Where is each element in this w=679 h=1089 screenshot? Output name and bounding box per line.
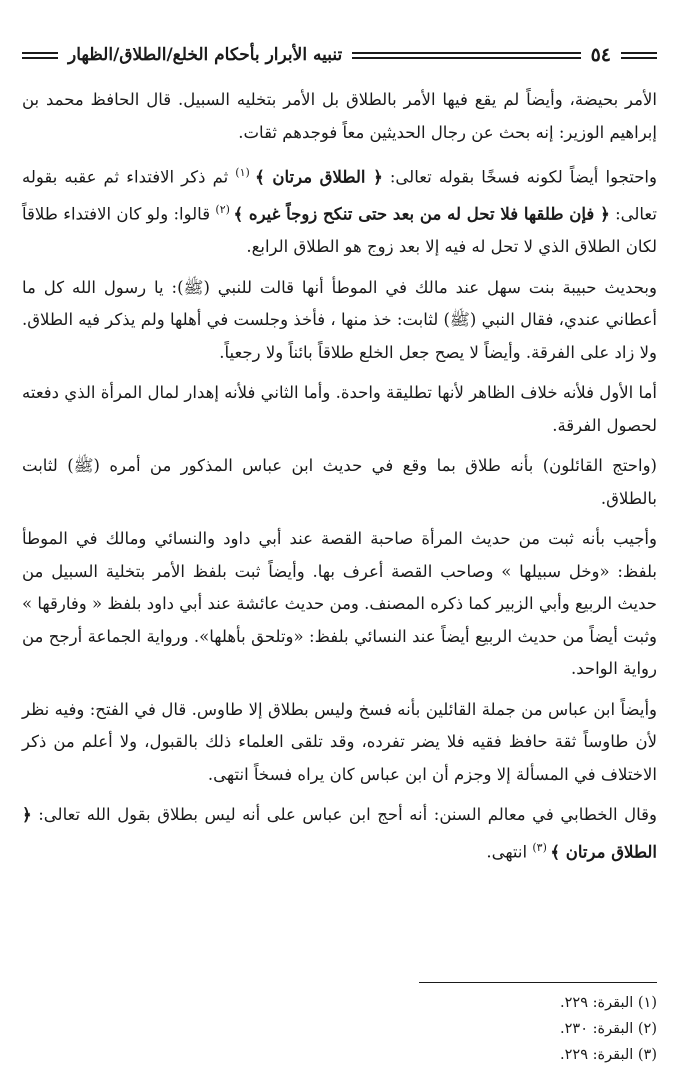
footnote-2: (٢) البقرة: ٢٣٠. xyxy=(560,1021,657,1037)
footnote-divider xyxy=(419,982,657,983)
footnote-ref: (٣) xyxy=(532,840,551,854)
page-number: ٥٤ xyxy=(590,44,611,66)
text-run: وأجيب بأنه ثبت من حديث المرأة صاحبة القصة عند أبي داود والنسائي ومالك في الموطأ بلفظ: «وخل سبيلها » وصاحب القصة أعرف بها. وأيضاً ثبت بلفظ الأمر بتخلية السبيل من حديث الربيع وأبي الزبير كما ذكره المصنف. ومن حديث عائشة عند أبي داود بلفظ « وفارقها » وثبت أيضاً من حديث الربيع أيضاً عند النسائي بلفظ: «وتلحق بأهلها». ورواية الجماعة أرجح من رواية الواحد. xyxy=(22,529,657,678)
paragraph xyxy=(22,799,657,869)
header-rule-left xyxy=(22,52,58,59)
paragraph xyxy=(22,157,657,264)
text-run: ثم ذكر الافتداء ثم عقبه بقوله تعالى: xyxy=(22,167,657,224)
text-run: (واحتج القائلون) بأنه طلاق بما وقع في حديث ابن عباس المذكور من أمره (ﷺ) لثابت بالطلاق. xyxy=(22,456,657,508)
paragraph xyxy=(22,694,657,792)
paragraph xyxy=(22,450,657,515)
header-rule-middle xyxy=(352,52,580,59)
text-run: أما الأول فلأنه خلاف الظاهر لأنها تطليقة واحدة. وأما الثاني فلأنه إهدار لمال المرأة الذي دفعته لحصول الفرقة. xyxy=(22,383,657,435)
paragraph xyxy=(22,377,657,442)
running-title: تنبيه الأبرار بأحكام الخلع/الطلاق/الظهار xyxy=(68,45,343,65)
text-run: وأيضاً ابن عباس من جملة القائلين بأنه فسخ وليس بطلاق إلا طاوس. قال في الفتح: وفيه نظر لأن طاوساً ثقة حافظ فقيه فلا يضر تفرده، وقد تلقى العلماء ذلك بالقبول، ولا أعلم من ذكر الاختلاف في المسألة إلا وجزم أن ابن عباس كان يراه فسخاً انتهى. xyxy=(22,699,657,784)
header-rule-right xyxy=(621,52,657,59)
footnotes xyxy=(22,990,657,1068)
footnote-ref: (٢) xyxy=(215,203,234,216)
paragraph xyxy=(22,523,657,686)
text-run: وبحديث حبيبة بنت سهل عند مالك في الموطأ أنها قالت للنبي (ﷺ): يا رسول الله كل ما أعطاني عندي، فقال النبي (ﷺ) لثابت: خذ منها ، فأخذ وجلست في أهلها ولم يذكر فيه الطلاق. ولا زاد على الفرقة. وأيضاً لا يصح جعل الخلع طلاقاً بائناً ولا رجعياً. xyxy=(22,277,657,362)
text-run: واحتجوا أيضاً لكونه فسخًا بقوله تعالى: xyxy=(382,167,657,187)
page-header xyxy=(22,38,657,72)
footnote-1: (١) البقرة: ٢٢٩. xyxy=(560,995,657,1011)
quran-verse: ﴿ فإن طلقها فلا تحل له من بعد حتى تنكح زوجاً غيره ﴾ xyxy=(233,204,610,224)
body-text xyxy=(22,84,657,877)
footnote-3: (٣) البقرة: ٢٢٩. xyxy=(560,1047,657,1063)
text-run: وقال الخطابي في معالم السنن: أنه أحج ابن عباس على أنه ليس بطلاق بقول الله تعالى: xyxy=(31,805,657,824)
paragraph xyxy=(22,84,657,149)
footnote-ref: (١) xyxy=(235,166,256,179)
quran-verse: ﴿ الطلاق مرتان ﴾ xyxy=(255,167,383,187)
text-run: انتهى. xyxy=(486,842,533,861)
text-run: الأمر بحيضة، وأيضاً لم يقع فيها الأمر بالطلاق بل الأمر بتخليه السبيل. قال الحافظ محمد بن إبراهيم الوزير: إنه بحث عن رجال الحديثين معاً فوجدهم ثقات. xyxy=(22,90,657,142)
paragraph xyxy=(22,272,657,370)
text-run: قالوا: ولو كان الافتداء طلاقاً لكان الطلاق الذي لا تحل له فيه إلا بعد زوج هو الطلاق الرابع. xyxy=(22,204,657,256)
quran-verse: ﴿ الطلاق مرتان ﴾ xyxy=(22,805,657,861)
